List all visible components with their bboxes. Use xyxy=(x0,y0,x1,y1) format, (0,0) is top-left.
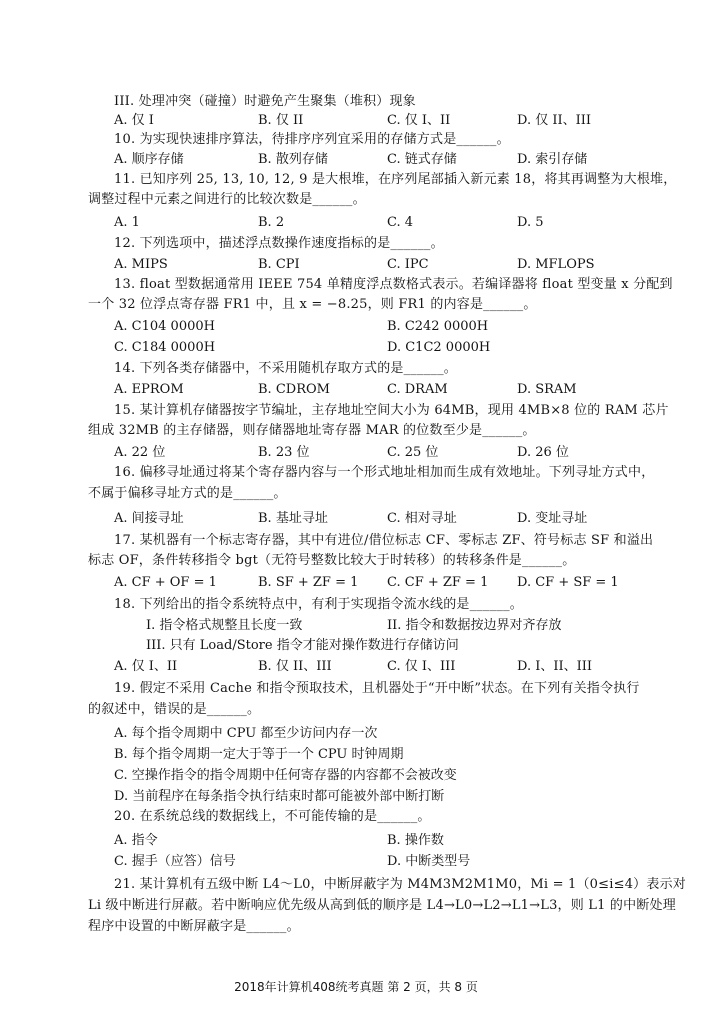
statement-2: II. 指令和数据按边界对齐存放 xyxy=(387,618,562,633)
option-d: D. 26 位 xyxy=(517,445,569,460)
option-b: B. 23 位 xyxy=(258,445,310,460)
question-19-cont: 的叙述中，错误的是______。 xyxy=(88,702,261,717)
question-17-cont: 标志 OF，条件转移指令 bgt（无符号整数比较大于时转移）的转移条件是______。 xyxy=(88,553,576,568)
option-a: A. MIPS xyxy=(114,257,168,272)
option-d: D. I、II、III xyxy=(517,659,593,674)
question-21-cont: Li 级中断进行屏蔽。若中断响应优先级从高到低的顺序是 L4→L0→L2→L1→L3，则 L1 的中断处理 xyxy=(88,898,676,913)
question-14: 14. 下列各类存储器中，不采用随机存取方式的是______。 xyxy=(114,361,458,376)
question-21-cont2: 程序中设置的中断屏蔽字是______。 xyxy=(88,919,300,934)
option-d: D. 变址寻址 xyxy=(517,511,588,526)
option-c: C. 空操作指令的指令周期中任何寄存器的内容都不会被改变 xyxy=(114,768,457,783)
option-b: B. 每个指令周期一定大于等于一个 CPU 时钟周期 xyxy=(114,747,404,762)
page-footer: 2018年计算机408统考真题 第 2 页，共 8 页 xyxy=(234,980,478,994)
question-20: 20. 在系统总线的数据线上，不可能传输的是______。 xyxy=(114,809,431,824)
option-d: D. 索引存储 xyxy=(517,152,588,167)
option-b: B. 2 xyxy=(258,215,285,230)
question-13-cont: 一个 32 位浮点寄存器 FR1 中，且 x = −8.25，则 FR1 的内容是______。 xyxy=(88,297,537,312)
statement-1: I. 指令格式规整且长度一致 xyxy=(146,618,303,633)
question-15: 15. 某计算机存储器按字节编址，主存地址空间大小为 64MB，现用 4MB×8 位的 RAM 芯片 xyxy=(114,403,669,418)
question-11-cont: 调整过程中元素之间进行的比较次数是______。 xyxy=(88,192,366,207)
option-a: A. CF + OF = 1 xyxy=(114,575,217,590)
question-21: 21. 某计算机有五级中断 L4～L0，中断屏蔽字为 M4M3M2M1M0，Mi = 1（0≤i≤4）表示对 xyxy=(114,877,686,892)
option-a: A. 1 xyxy=(114,215,140,230)
question-16: 16. 偏移寻址通过将某个寄存器内容与一个形式地址相加而生成有效地址。下列寻址方式中， xyxy=(114,465,655,480)
option-b: B. 仅 II、III xyxy=(258,659,332,674)
option-a: A. 22 位 xyxy=(114,445,166,460)
option-d: D. MFLOPS xyxy=(517,257,595,272)
option-c: C. C184 0000H xyxy=(114,340,216,355)
option-a: A. 间接寻址 xyxy=(114,511,184,526)
option-a: A. 仅 I xyxy=(114,113,154,128)
option-b: B. 基址寻址 xyxy=(258,511,328,526)
option-d: D. 5 xyxy=(517,215,544,230)
question-18: 18. 下列给出的指令系统特点中，有利于实现指令流水线的是______。 xyxy=(114,597,524,612)
question-15-cont: 组成 32MB 的主存储器，则存储器地址寄存器 MAR 的位数至少是______。 xyxy=(88,423,536,438)
option-c: C. 链式存储 xyxy=(387,152,457,167)
option-d: D. SRAM xyxy=(517,382,577,397)
option-c: C. 仅 I、III xyxy=(387,659,456,674)
question-19: 19. 假定不采用 Cache 和指令预取技术，且机器处于“开中断”状态。在下列有关指令执行 xyxy=(114,681,640,696)
question-13: 13. float 型数据通常用 IEEE 754 单精度浮点数格式表示。若编译器将 float 型变量 x 分配到 xyxy=(114,277,673,292)
option-b: B. 散列存储 xyxy=(258,152,328,167)
question-17: 17. 某机器有一个标志寄存器，其中有进位/借位标志 CF、零标志 ZF、符号标志 SF 和溢出 xyxy=(114,533,654,548)
option-c: C. 4 xyxy=(387,215,414,230)
option-a: A. 顺序存储 xyxy=(114,152,184,167)
statement-3: III. 只有 Load/Store 指令才能对操作数进行存储访问 xyxy=(146,638,459,653)
option-a: A. C104 0000H xyxy=(114,319,215,334)
option-b: B. C242 0000H xyxy=(387,319,489,334)
option-c: C. 握手（应答）信号 xyxy=(114,854,236,869)
question-line: III. 处理冲突（碰撞）时避免产生聚集（堆积）现象 xyxy=(114,94,416,109)
option-a: A. 仅 I、II xyxy=(114,659,178,674)
question-11: 11. 已知序列 25, 13, 10, 12, 9 是大根堆，在序列尾部插入新元素 18，将其再调整为大根堆， xyxy=(114,172,677,187)
option-c: C. 仅 I、II xyxy=(387,113,451,128)
option-c: C. IPC xyxy=(387,257,429,272)
question-12: 12. 下列选项中，描述浮点数操作速度指标的是______。 xyxy=(114,236,444,251)
option-b: B. SF + ZF = 1 xyxy=(258,575,359,590)
option-a: A. 指令 xyxy=(114,833,158,848)
option-d: D. CF + SF = 1 xyxy=(517,575,619,590)
option-b: B. CPI xyxy=(258,257,300,272)
option-c: C. DRAM xyxy=(387,382,448,397)
option-d: D. 中断类型号 xyxy=(387,854,471,869)
option-d: D. 仅 II、III xyxy=(517,113,592,128)
option-c: C. 相对寻址 xyxy=(387,511,457,526)
option-d: D. 当前程序在每条指令执行结束时都可能被外部中断打断 xyxy=(114,789,445,804)
option-a: A. 每个指令周期中 CPU 都至少访问内存一次 xyxy=(114,726,378,741)
option-c: C. 25 位 xyxy=(387,445,439,460)
option-b: B. 仅 II xyxy=(258,113,304,128)
option-b: B. CDROM xyxy=(258,382,330,397)
option-d: D. C1C2 0000H xyxy=(387,340,491,355)
question-10: 10. 为实现快速排序算法，待排序序列宜采用的存储方式是______。 xyxy=(114,132,510,147)
option-a: A. EPROM xyxy=(114,382,184,397)
option-b: B. 操作数 xyxy=(387,833,444,848)
question-16-cont: 不属于偏移寻址方式的是______。 xyxy=(88,486,287,501)
option-c: C. CF + ZF = 1 xyxy=(387,575,489,590)
